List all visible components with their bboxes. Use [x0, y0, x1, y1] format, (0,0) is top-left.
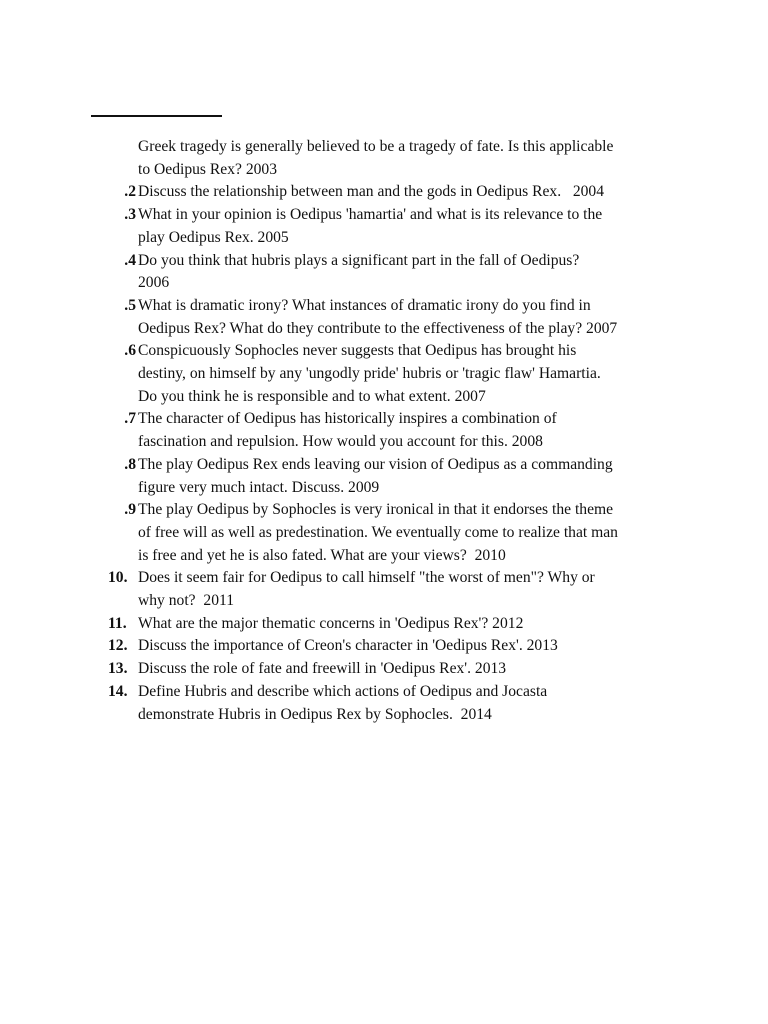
question-number: 13. — [108, 660, 128, 678]
question-text-line: Does it seem fair for Oedipus to call himself "the worst of men"? Why or — [138, 569, 595, 587]
question-text-line: Do you think that hubris plays a significant part in the fall of Oedipus? — [138, 251, 580, 269]
question-text-line: Do you think he is responsible and to what extent. 2007 — [138, 387, 486, 405]
question-text — [136, 681, 688, 726]
question-text — [136, 567, 688, 612]
question-number: 7. — [124, 410, 136, 428]
question-item — [108, 250, 688, 295]
question-text-line: Define Hubris and describe which actions of Oedipus and Jocasta — [138, 682, 548, 700]
question-item — [108, 181, 688, 204]
question-text-line: What in your opinion is Oedipus 'hamartia' and what is its relevance to the — [138, 206, 603, 224]
question-item — [108, 204, 688, 249]
question-item — [108, 499, 688, 567]
question-text-line: demonstrate Hubris in Oedipus Rex by Sophocles. 2014 — [138, 705, 492, 723]
question-text-line: is free and yet he is also fated. What are your views? 2010 — [138, 546, 506, 564]
question-text-line: What is dramatic irony? What instances of dramatic irony do you find in — [138, 296, 591, 314]
question-text-line: The character of Oedipus has historically inspires a combination of — [138, 410, 557, 428]
question-text-line: The play Oedipus Rex ends leaving our vision of Oedipus as a commanding — [138, 455, 613, 473]
question-text-line: Discuss the role of fate and freewill in 'Oedipus Rex'. 2013 — [138, 660, 507, 678]
question-number: 3. — [124, 206, 136, 224]
question-text-line: fascination and repulsion. How would you account for this. 2008 — [138, 433, 543, 451]
question-text — [136, 204, 688, 249]
question-number: 12. — [108, 637, 128, 655]
question-text — [136, 613, 688, 636]
question-text — [136, 250, 688, 295]
question-text-line: Greek tragedy is generally believed to be a tragedy of fate. Is this applicable — [138, 138, 614, 155]
question-number: 5. — [124, 296, 136, 314]
question-item — [108, 454, 688, 499]
question-text-line: of free will as well as predestination. We eventually come to realize that man — [138, 523, 618, 541]
question-text-line: figure very much intact. Discuss. 2009 — [138, 478, 380, 496]
question-text — [136, 499, 688, 567]
question-text — [136, 340, 688, 408]
question-text-line: Oedipus Rex? What do they contribute to the effectiveness of the play? 2007 — [138, 319, 618, 337]
question-text — [136, 181, 688, 204]
header-underline-rule — [91, 115, 222, 117]
question-item — [108, 136, 688, 181]
question-text-line: What are the major thematic concerns in 'Oedipus Rex'? 2012 — [138, 614, 524, 632]
question-text-line: The play Oedipus by Sophocles is very ironical in that it endorses the theme — [138, 501, 614, 519]
question-text-line: play Oedipus Rex. 2005 — [138, 228, 289, 246]
question-number: 8. — [124, 455, 136, 473]
question-item — [108, 408, 688, 453]
question-text-line: Discuss the relationship between man and the gods in Oedipus Rex. 2004 — [138, 183, 605, 201]
question-item — [108, 567, 688, 612]
question-number: 2. — [124, 183, 136, 201]
question-number: 11. — [108, 614, 127, 632]
question-number: 4. — [124, 251, 136, 269]
question-text — [136, 295, 688, 340]
question-text-line: why not? 2011 — [138, 592, 235, 610]
question-text — [136, 454, 688, 499]
question-item — [108, 681, 688, 726]
question-text-line: destiny, on himself by any 'ungodly pride' hubris or 'tragic flaw' Hamartia. — [138, 365, 601, 383]
question-item — [108, 295, 688, 340]
question-number: 10. — [108, 569, 128, 587]
question-item — [108, 340, 688, 408]
question-text — [136, 635, 688, 658]
question-text — [136, 658, 688, 681]
question-number: 9. — [124, 501, 136, 519]
question-item — [108, 658, 688, 681]
question-text — [136, 136, 688, 181]
question-item — [108, 635, 688, 658]
question-text-line: Conspicuously Sophocles never suggests that Oedipus has brought his — [138, 342, 577, 360]
question-text-line: 2006 — [138, 274, 170, 292]
question-item — [108, 613, 688, 636]
question-number: 14. — [108, 682, 128, 700]
question-text — [136, 408, 688, 453]
question-number: 6. — [124, 342, 136, 360]
question-text-line: to Oedipus Rex? 2003 — [138, 160, 278, 178]
question-list — [108, 136, 688, 726]
question-text-line: Discuss the importance of Creon's character in 'Oedipus Rex'. 2013 — [138, 637, 558, 655]
